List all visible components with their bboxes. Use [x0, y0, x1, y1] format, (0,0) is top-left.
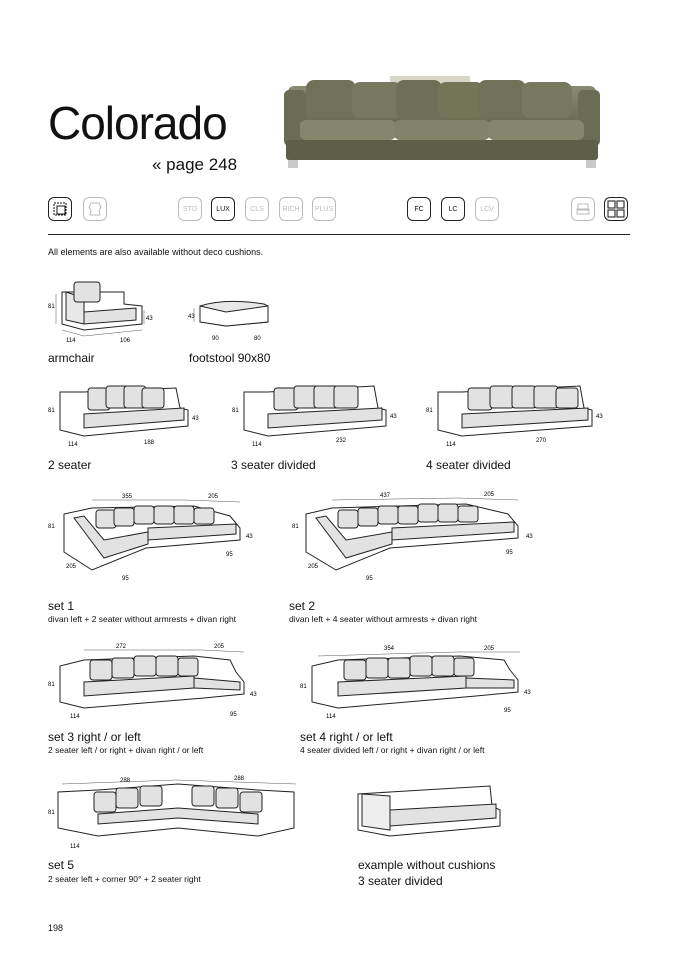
set2-dim-total: 437 [380, 493, 391, 499]
modular-elements-icon [604, 197, 628, 221]
set2-dim-right: 205 [484, 492, 495, 498]
footstool-dim-width: 90 [212, 336, 219, 342]
leather-hide-icon [83, 197, 107, 221]
three-seater-dim-seat: 43 [390, 414, 397, 420]
set4-description: 4 seater divided left / or right + divan right / or left [300, 745, 485, 755]
three-seater-label: 3 seater divided [231, 458, 316, 472]
header-divider [48, 234, 630, 235]
three-seater-dim-depth: 114 [252, 442, 262, 448]
footstool-dim-height: 43 [188, 314, 195, 320]
product-title: Colorado [48, 97, 227, 149]
set2-dim-depth-left: 205 [308, 564, 319, 570]
comfort-lux: LUX [211, 197, 235, 221]
two-seater-dim-width: 188 [144, 440, 155, 446]
three-seater-dim-height: 81 [232, 408, 239, 414]
set4-dim-bottom: 95 [504, 708, 511, 714]
three-seater-dim-width: 232 [336, 438, 347, 444]
set2-drawing [286, 488, 542, 586]
comfort-rich: RICH [279, 197, 303, 221]
example-label: example without cushions [358, 858, 496, 872]
set3-label: set 3 right / or left [48, 730, 141, 744]
set4-dim-depth: 114 [326, 714, 336, 720]
set4-label: set 4 right / or left [300, 730, 393, 744]
example-drawing [354, 780, 504, 842]
four-seater-dim-height: 81 [426, 408, 433, 414]
footstool-dim-depth: 80 [254, 336, 261, 342]
deco-cushions-note: All elements are also available without deco cushions. [48, 247, 264, 257]
set5-dim-height: 81 [48, 810, 55, 816]
two-seater-drawing [44, 378, 204, 450]
set1-dim-right: 205 [208, 494, 219, 500]
armchair-drawing [44, 278, 160, 346]
four-seater-dim-seat: 43 [596, 414, 603, 420]
armchair-dim-width: 106 [120, 338, 131, 344]
set2-label: set 2 [289, 599, 316, 613]
set2-dim-height: 81 [292, 524, 299, 530]
page-reference-link[interactable]: « page 248 [152, 155, 238, 174]
cover-lc: LC [441, 197, 465, 221]
set5-label: set 5 [48, 858, 75, 872]
chair-icon [571, 197, 595, 221]
set4-dim-height: 81 [300, 684, 307, 690]
two-seater-dim-height: 81 [48, 408, 55, 414]
armchair-dim-height: 81 [48, 304, 55, 310]
comfort-std: STD [178, 197, 202, 221]
two-seater-label: 2 seater [48, 458, 92, 472]
fabric-swatch-icon [48, 197, 72, 221]
set5-dim-left: 288 [120, 778, 131, 784]
set2-dim-bottom: 95 [366, 576, 373, 582]
set1-description: divan left + 2 seater without armrests + divan right [48, 614, 237, 624]
set4-drawing [296, 638, 540, 722]
set2-dim-depth-right: 95 [506, 550, 513, 556]
set1-dim-height: 81 [48, 524, 55, 530]
set1-drawing [44, 488, 264, 586]
cover-lcv: LCV [475, 197, 499, 221]
set3-dim-bottom: 95 [230, 712, 237, 718]
set1-dim-seat: 43 [246, 534, 253, 540]
three-seater-drawing [228, 378, 404, 450]
cover-fc: FC [407, 197, 431, 221]
armchair-dim-seat: 43 [146, 316, 153, 322]
four-seater-dim-width: 270 [536, 438, 547, 444]
armchair-label: armchair [48, 351, 95, 365]
set5-description: 2 seater left + corner 90° + 2 seater right [48, 874, 201, 884]
two-seater-dim-seat: 43 [192, 416, 199, 422]
set3-dim-total: 272 [116, 644, 127, 650]
two-seater-dim-depth: 114 [68, 442, 78, 448]
set3-drawing [44, 638, 264, 722]
four-seater-label: 4 seater divided [426, 458, 511, 472]
set5-drawing [44, 770, 304, 852]
set3-dim-height: 81 [48, 682, 55, 688]
armchair-dim-depth: 114 [66, 338, 76, 344]
comfort-cls: CLS [245, 197, 269, 221]
set2-dim-seat: 43 [526, 534, 533, 540]
page-number: 198 [48, 923, 64, 933]
footstool-label: footstool 90x80 [189, 351, 271, 365]
set1-dim-bottom: 95 [122, 576, 129, 582]
set2-description: divan left + 4 seater without armrests + divan right [289, 614, 478, 624]
set4-dim-total: 354 [384, 646, 395, 652]
four-seater-drawing [422, 378, 612, 450]
set5-dim-right: 288 [234, 776, 245, 782]
comfort-plus: PLUS [312, 197, 336, 221]
set5-dim-depth: 114 [70, 844, 80, 850]
example-label-line2: 3 seater divided [358, 874, 443, 888]
set3-dim-right: 205 [214, 644, 225, 650]
set3-dim-depth: 114 [70, 714, 80, 720]
set1-dim-depth-right: 95 [226, 552, 233, 558]
set1-dim-depth-left: 205 [66, 564, 77, 570]
sofa-product-photo [280, 76, 604, 172]
set1-dim-total: 355 [122, 494, 133, 500]
footstool-drawing [186, 292, 276, 346]
set4-dim-seat: 43 [524, 690, 531, 696]
four-seater-dim-depth: 114 [446, 442, 456, 448]
set1-label: set 1 [48, 599, 75, 613]
set4-dim-right: 205 [484, 646, 495, 652]
set3-description: 2 seater left / or right + divan right / or left [48, 745, 204, 755]
set3-dim-seat: 43 [250, 692, 257, 698]
